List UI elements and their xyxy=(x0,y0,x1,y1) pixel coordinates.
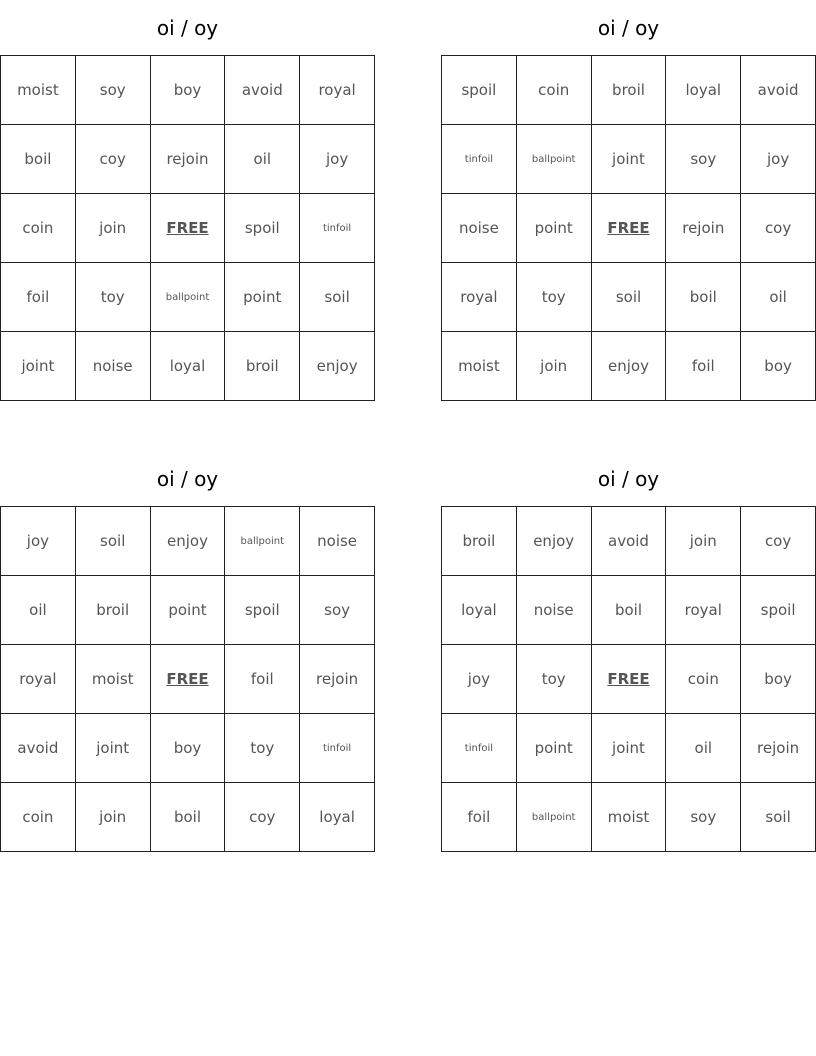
bingo-cell: avoid xyxy=(225,56,300,125)
bingo-cell: tinfoil xyxy=(442,714,517,783)
bingo-cell: toy xyxy=(75,263,150,332)
bingo-cell: point xyxy=(516,194,591,263)
bingo-grid xyxy=(0,506,375,852)
bingo-row xyxy=(1,194,375,263)
card-title: oi / oy xyxy=(156,467,219,491)
bingo-cell: coin xyxy=(516,56,591,125)
bingo-cell: point xyxy=(516,714,591,783)
bingo-cell: oil xyxy=(666,714,741,783)
bingo-cell: moist xyxy=(1,56,76,125)
bingo-cell: royal xyxy=(442,263,517,332)
bingo-cell: coy xyxy=(225,783,300,852)
free-space: FREE xyxy=(591,645,666,714)
bingo-cell: ballpoint xyxy=(150,263,225,332)
bingo-cell: join xyxy=(75,783,150,852)
bingo-row xyxy=(1,645,375,714)
bingo-cell: loyal xyxy=(666,56,741,125)
bingo-cell: soil xyxy=(741,783,816,852)
bingo-cell: tinfoil xyxy=(300,714,375,783)
bingo-cell: rejoin xyxy=(741,714,816,783)
bingo-cell: loyal xyxy=(300,783,375,852)
bingo-cell: boil xyxy=(150,783,225,852)
bingo-cell: moist xyxy=(591,783,666,852)
bingo-cell: enjoy xyxy=(516,507,591,576)
bingo-cell: toy xyxy=(225,714,300,783)
bingo-cell: broil xyxy=(75,576,150,645)
bingo-cell: royal xyxy=(1,645,76,714)
bingo-cell: foil xyxy=(1,263,76,332)
free-space: FREE xyxy=(150,645,225,714)
bingo-row xyxy=(1,332,375,401)
bingo-grid xyxy=(441,55,816,401)
bingo-row xyxy=(1,56,375,125)
bingo-row xyxy=(1,263,375,332)
bingo-cell: rejoin xyxy=(666,194,741,263)
bingo-cell: enjoy xyxy=(300,332,375,401)
bingo-cell: oil xyxy=(1,576,76,645)
bingo-cell: join xyxy=(516,332,591,401)
bingo-row xyxy=(442,263,816,332)
bingo-row xyxy=(1,783,375,852)
bingo-cell: joy xyxy=(300,125,375,194)
bingo-cell: enjoy xyxy=(150,507,225,576)
bingo-cell: moist xyxy=(75,645,150,714)
bingo-cell: moist xyxy=(442,332,517,401)
bingo-row xyxy=(442,714,816,783)
bingo-cell: noise xyxy=(442,194,517,263)
bingo-cell: foil xyxy=(442,783,517,852)
bingo-cell: soy xyxy=(300,576,375,645)
bingo-cell: toy xyxy=(516,645,591,714)
bingo-row xyxy=(442,576,816,645)
bingo-cell: joint xyxy=(1,332,76,401)
bingo-cell: foil xyxy=(666,332,741,401)
bingo-cell: joy xyxy=(741,125,816,194)
bingo-cell: oil xyxy=(225,125,300,194)
bingo-card xyxy=(441,451,816,852)
bingo-cell: noise xyxy=(75,332,150,401)
bingo-cell: boil xyxy=(1,125,76,194)
card-title: oi / oy xyxy=(597,16,660,40)
bingo-cell: tinfoil xyxy=(442,125,517,194)
bingo-cell: soy xyxy=(666,125,741,194)
bingo-row xyxy=(442,56,816,125)
bingo-cell: avoid xyxy=(741,56,816,125)
bingo-cell: coin xyxy=(666,645,741,714)
bingo-cell: coin xyxy=(1,194,76,263)
bingo-cell: avoid xyxy=(591,507,666,576)
bingo-cell: joint xyxy=(75,714,150,783)
bingo-cell: loyal xyxy=(150,332,225,401)
bingo-row xyxy=(1,714,375,783)
bingo-cell: coy xyxy=(741,194,816,263)
card-title: oi / oy xyxy=(156,16,219,40)
bingo-cell: avoid xyxy=(1,714,76,783)
bingo-cell: soy xyxy=(666,783,741,852)
bingo-row xyxy=(1,507,375,576)
bingo-cell: rejoin xyxy=(300,645,375,714)
bingo-cell: ballpoint xyxy=(516,783,591,852)
bingo-cell: tinfoil xyxy=(300,194,375,263)
bingo-cell: boy xyxy=(150,56,225,125)
bingo-cell: join xyxy=(666,507,741,576)
bingo-cell: oil xyxy=(741,263,816,332)
bingo-cell: boy xyxy=(150,714,225,783)
bingo-cell: spoil xyxy=(741,576,816,645)
free-space: FREE xyxy=(591,194,666,263)
bingo-row xyxy=(442,645,816,714)
bingo-row xyxy=(442,507,816,576)
bingo-cell: point xyxy=(150,576,225,645)
bingo-cell: boy xyxy=(741,645,816,714)
bingo-row xyxy=(1,125,375,194)
bingo-cell: broil xyxy=(225,332,300,401)
bingo-cell: ballpoint xyxy=(516,125,591,194)
bingo-cell: boy xyxy=(741,332,816,401)
bingo-cell: spoil xyxy=(442,56,517,125)
bingo-grid xyxy=(441,506,816,852)
bingo-cell: broil xyxy=(442,507,517,576)
bingo-row xyxy=(442,125,816,194)
bingo-row xyxy=(1,576,375,645)
bingo-cell: broil xyxy=(591,56,666,125)
bingo-cell: boil xyxy=(666,263,741,332)
bingo-cell: spoil xyxy=(225,576,300,645)
bingo-cell: soil xyxy=(75,507,150,576)
bingo-cell: point xyxy=(225,263,300,332)
bingo-cell: toy xyxy=(516,263,591,332)
bingo-cell: foil xyxy=(225,645,300,714)
bingo-cell: boil xyxy=(591,576,666,645)
bingo-cell: joy xyxy=(442,645,517,714)
bingo-cell: coin xyxy=(1,783,76,852)
card-title: oi / oy xyxy=(597,467,660,491)
bingo-card xyxy=(0,0,375,401)
bingo-cell: noise xyxy=(516,576,591,645)
bingo-cell: coy xyxy=(75,125,150,194)
bingo-cell: joint xyxy=(591,714,666,783)
bingo-cell: royal xyxy=(300,56,375,125)
bingo-cell: noise xyxy=(300,507,375,576)
free-space: FREE xyxy=(150,194,225,263)
bingo-grid xyxy=(0,55,375,401)
bingo-cell: ballpoint xyxy=(225,507,300,576)
bingo-cell: soil xyxy=(300,263,375,332)
bingo-cell: loyal xyxy=(442,576,517,645)
bingo-cell: joy xyxy=(1,507,76,576)
bingo-cell: joint xyxy=(591,125,666,194)
bingo-cell: spoil xyxy=(225,194,300,263)
bingo-row xyxy=(442,783,816,852)
bingo-row xyxy=(442,332,816,401)
bingo-cell: join xyxy=(75,194,150,263)
bingo-cell: enjoy xyxy=(591,332,666,401)
bingo-row xyxy=(442,194,816,263)
bingo-cell: soy xyxy=(75,56,150,125)
bingo-cell: coy xyxy=(741,507,816,576)
bingo-card xyxy=(441,0,816,401)
bingo-card xyxy=(0,451,375,852)
bingo-cell: rejoin xyxy=(150,125,225,194)
bingo-cell: soil xyxy=(591,263,666,332)
bingo-cell: royal xyxy=(666,576,741,645)
